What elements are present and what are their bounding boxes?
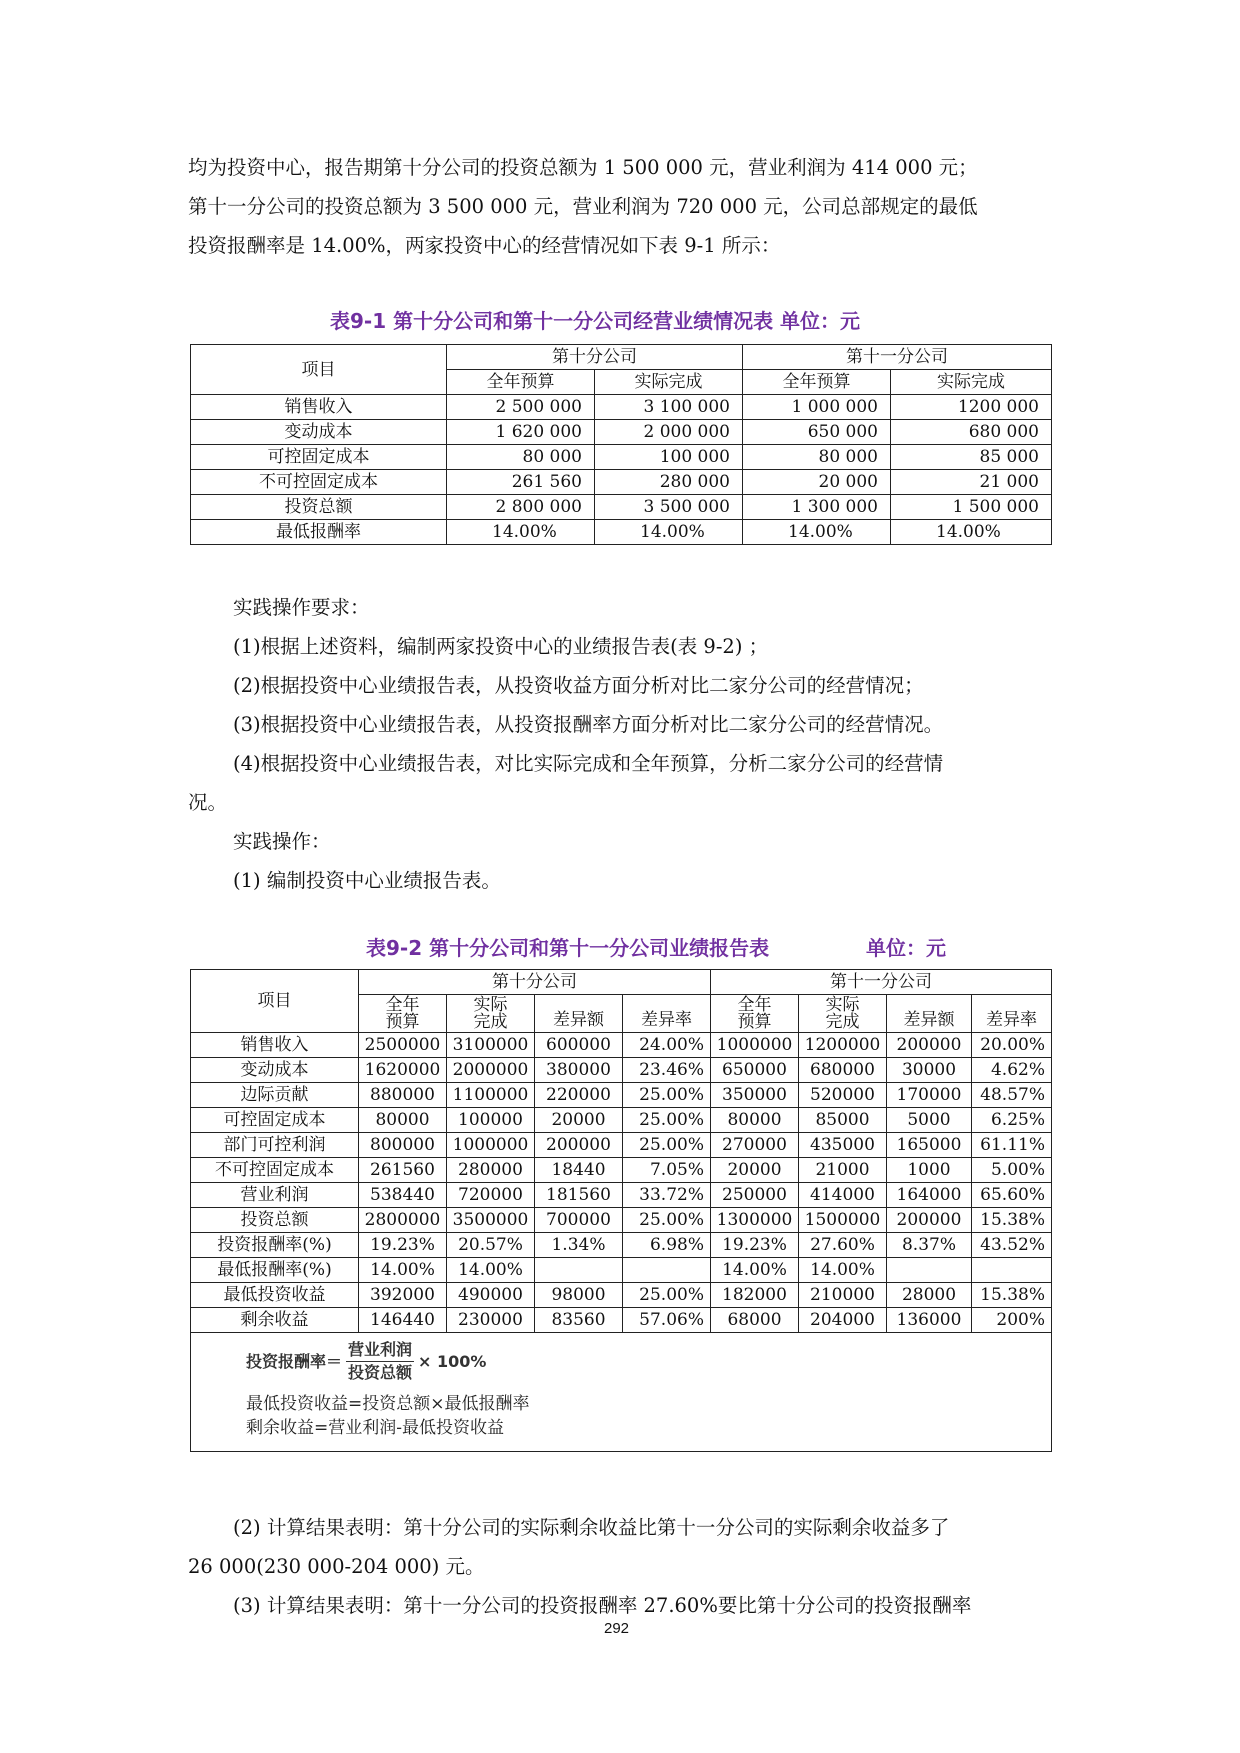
table2-cell: 435000 <box>799 1133 887 1158</box>
table2-item: 不可控固定成本 <box>191 1158 359 1183</box>
table1-cell: 85 000 <box>891 445 1052 470</box>
table2-body <box>191 1033 1052 1333</box>
table2-row <box>191 1158 1052 1183</box>
table2-sub-header: 实际 完成 <box>447 995 535 1033</box>
table2-row <box>191 1258 1052 1283</box>
table1-group-header: 第十分公司 <box>447 345 743 370</box>
table2-cell: 25.00% <box>623 1283 711 1308</box>
table1-row <box>191 445 1052 470</box>
table2-cell: 25.00% <box>623 1083 711 1108</box>
table2-cell: 165000 <box>887 1133 972 1158</box>
table2-cell: 1000000 <box>447 1133 535 1158</box>
table2-cell: 720000 <box>447 1183 535 1208</box>
table2-cell: 68000 <box>711 1308 799 1333</box>
table2-cell: 7.05% <box>623 1158 711 1183</box>
table2-cell <box>535 1258 623 1283</box>
table2-item: 边际贡献 <box>191 1083 359 1108</box>
operation-heading: 实践操作： <box>233 830 331 853</box>
table2-cell: 200000 <box>887 1033 972 1058</box>
table2-cell: 25.00% <box>623 1108 711 1133</box>
table1-item: 可控固定成本 <box>191 445 447 470</box>
table2-sub-header: 全年 预算 <box>359 995 447 1033</box>
table2-item: 剩余收益 <box>191 1308 359 1333</box>
table2-notes <box>191 1333 1052 1452</box>
table1-row <box>191 470 1052 495</box>
table2-cell: 5.00% <box>972 1158 1052 1183</box>
table2-cell: 6.98% <box>623 1233 711 1258</box>
table1-cell: 3 100 000 <box>595 395 743 420</box>
table2-row <box>191 1108 1052 1133</box>
table2-cell: 800000 <box>359 1133 447 1158</box>
table1-sub-header: 实际完成 <box>891 370 1052 395</box>
table1-cell: 1 300 000 <box>743 495 891 520</box>
table2-cell: 2800000 <box>359 1208 447 1233</box>
table2-cell: 204000 <box>799 1308 887 1333</box>
table1-cell: 650 000 <box>743 420 891 445</box>
table1-cell: 3 500 000 <box>595 495 743 520</box>
requirement-item: (4)根据投资中心业绩报告表，对比实际完成和全年预算，分析二家分公司的经营情 <box>233 752 944 775</box>
table2-cell: 490000 <box>447 1283 535 1308</box>
table2-cell: 20.00% <box>972 1033 1052 1058</box>
table2-cell: 43.52% <box>972 1233 1052 1258</box>
table1-item: 变动成本 <box>191 420 447 445</box>
table2-row <box>191 1033 1052 1058</box>
table2-cell: 8.37% <box>887 1233 972 1258</box>
table2-row <box>191 1133 1052 1158</box>
table2-sub-header: 实际 完成 <box>799 995 887 1033</box>
table2-row <box>191 1283 1052 1308</box>
table1-sub-header: 实际完成 <box>595 370 743 395</box>
formula-numerator: 营业利润 <box>346 1341 414 1362</box>
formula-denominator: 投资总额 <box>348 1363 413 1382</box>
table2-cell: 57.06% <box>623 1308 711 1333</box>
operation-item: (1) 编制投资中心业绩报告表。 <box>233 869 501 892</box>
table2-cell: 65.60% <box>972 1183 1052 1208</box>
intro-line-3: 投资报酬率是 14.00%，两家投资中心的经营情况如下表 9-1 所示： <box>188 234 781 257</box>
table1-cell: 280 000 <box>595 470 743 495</box>
table2-cell: 83560 <box>535 1308 623 1333</box>
table2-cell: 250000 <box>711 1183 799 1208</box>
table1-cell: 1 620 000 <box>447 420 595 445</box>
result-line-2: 26 000(230 000-204 000) 元。 <box>188 1555 485 1578</box>
table2-cell: 30000 <box>887 1058 972 1083</box>
table1-row <box>191 520 1052 545</box>
requirement-item: 况。 <box>188 791 228 814</box>
table2-item: 营业利润 <box>191 1183 359 1208</box>
table2-sub-header: 差异率 <box>623 995 711 1033</box>
table2-cell: 280000 <box>447 1158 535 1183</box>
table2-cell: 80000 <box>359 1108 447 1133</box>
table2-cell: 19.23% <box>711 1233 799 1258</box>
table2-group-header: 第十分公司 <box>359 970 711 995</box>
table1-item: 投资总额 <box>191 495 447 520</box>
table1-title: 表9-1 第十分公司和第十一分公司经营业绩情况表 单位：元 <box>330 309 861 333</box>
table2-cell: 25.00% <box>623 1208 711 1233</box>
table1-sub-header: 全年预算 <box>743 370 891 395</box>
table2-title: 表9-2 第十分公司和第十一分公司业绩报告表 <box>366 936 770 960</box>
table2-cell: 650000 <box>711 1058 799 1083</box>
table1-row <box>191 495 1052 520</box>
table2-cell: 1620000 <box>359 1058 447 1083</box>
table2-cell: 200000 <box>535 1133 623 1158</box>
table2-sub-header: 差异额 <box>535 995 623 1033</box>
table2-cell: 700000 <box>535 1208 623 1233</box>
table2-cell: 210000 <box>799 1283 887 1308</box>
table2-cell: 20.57% <box>447 1233 535 1258</box>
table2-cell: 4.62% <box>972 1058 1052 1083</box>
note-line: 最低投资收益=投资总额×最低报酬率 <box>246 1394 530 1414</box>
table1-item: 最低报酬率 <box>191 520 447 545</box>
table2 <box>190 969 1052 1452</box>
table2-unit: 单位：元 <box>866 936 946 960</box>
table2-cell: 21000 <box>799 1158 887 1183</box>
table2-cell: 98000 <box>535 1283 623 1308</box>
table2-row <box>191 1308 1052 1333</box>
table1-cell: 1 000 000 <box>743 395 891 420</box>
table1-cell: 80 000 <box>447 445 595 470</box>
table2-cell: 27.60% <box>799 1233 887 1258</box>
table2-cell: 28000 <box>887 1283 972 1308</box>
table2-group-header: 第十一分公司 <box>711 970 1052 995</box>
table2-cell: 3500000 <box>447 1208 535 1233</box>
table2-cell: 61.11% <box>972 1133 1052 1158</box>
table2-cell: 538440 <box>359 1183 447 1208</box>
table2-cell: 15.38% <box>972 1283 1052 1308</box>
table2-cell: 414000 <box>799 1183 887 1208</box>
table2-item-header: 项目 <box>191 970 359 1033</box>
table2-cell <box>887 1258 972 1283</box>
table2-cell: 146440 <box>359 1308 447 1333</box>
table2-item: 最低报酬率(%) <box>191 1258 359 1283</box>
table2-cell: 2000000 <box>447 1058 535 1083</box>
table2-cell: 164000 <box>887 1183 972 1208</box>
table2-row <box>191 1183 1052 1208</box>
formula-lhs: 投资报酬率＝ <box>246 1351 343 1371</box>
table1-group-header: 第十一分公司 <box>743 345 1052 370</box>
table1-cell: 14.00% <box>891 520 1052 545</box>
table2-cell: 1300000 <box>711 1208 799 1233</box>
table2-row <box>191 1058 1052 1083</box>
table2-item: 部门可控利润 <box>191 1133 359 1158</box>
table2-item: 投资报酬率(%) <box>191 1233 359 1258</box>
table2-cell: 680000 <box>799 1058 887 1083</box>
table2-cell: 392000 <box>359 1283 447 1308</box>
table2-cell: 230000 <box>447 1308 535 1333</box>
table2-item: 变动成本 <box>191 1058 359 1083</box>
table2-cell: 380000 <box>535 1058 623 1083</box>
formula-fraction <box>346 1341 414 1382</box>
table1-item-header: 项目 <box>191 345 447 395</box>
table1-sub-header: 全年预算 <box>447 370 595 395</box>
table2-item: 销售收入 <box>191 1033 359 1058</box>
table2-cell: 261560 <box>359 1158 447 1183</box>
table2-cell: 48.57% <box>972 1083 1052 1108</box>
table2-cell: 3100000 <box>447 1033 535 1058</box>
table1-cell: 1 500 000 <box>891 495 1052 520</box>
table2-cell: 136000 <box>887 1308 972 1333</box>
table2-cell: 1.34% <box>535 1233 623 1258</box>
table2-sub-header: 差异额 <box>887 995 972 1033</box>
table2-cell: 1000 <box>887 1158 972 1183</box>
table2-cell: 181560 <box>535 1183 623 1208</box>
table1-cell: 14.00% <box>595 520 743 545</box>
table2-cell: 24.00% <box>623 1033 711 1058</box>
intro-line-1: 均为投资中心，报告期第十分公司的投资总额为 1 500 000 元，营业利润为 414 000 元； <box>188 156 978 179</box>
table2-row <box>191 1208 1052 1233</box>
table2-cell: 19.23% <box>359 1233 447 1258</box>
table1-cell: 14.00% <box>447 520 595 545</box>
table2-cell: 14.00% <box>447 1258 535 1283</box>
table2-cell: 1100000 <box>447 1083 535 1108</box>
intro-line-2: 第十一分公司的投资总额为 3 500 000 元，营业利润为 720 000 元，公司总部规定的最低 <box>188 195 978 218</box>
table2-cell: 200% <box>972 1308 1052 1333</box>
table1-cell: 261 560 <box>447 470 595 495</box>
table2-cell: 14.00% <box>711 1258 799 1283</box>
table1-item: 不可控固定成本 <box>191 470 447 495</box>
table2-item: 可控固定成本 <box>191 1108 359 1133</box>
table2-cell: 880000 <box>359 1083 447 1108</box>
table2-cell: 5000 <box>887 1108 972 1133</box>
table1-item: 销售收入 <box>191 395 447 420</box>
table1-cell: 20 000 <box>743 470 891 495</box>
table1-cell: 100 000 <box>595 445 743 470</box>
table2-cell: 350000 <box>711 1083 799 1108</box>
requirement-item: (2)根据投资中心业绩报告表，从投资收益方面分析对比二家分公司的经营情况； <box>233 674 924 697</box>
table2-cell: 520000 <box>799 1083 887 1108</box>
table1-cell: 21 000 <box>891 470 1052 495</box>
table2-item: 投资总额 <box>191 1208 359 1233</box>
requirements-heading: 实践操作要求： <box>233 596 370 619</box>
table2-cell: 1200000 <box>799 1033 887 1058</box>
table2-cell: 1000000 <box>711 1033 799 1058</box>
table2-cell: 18440 <box>535 1158 623 1183</box>
table2-cell: 182000 <box>711 1283 799 1308</box>
table2-cell: 80000 <box>711 1108 799 1133</box>
table2-item: 最低投资收益 <box>191 1283 359 1308</box>
table2-cell <box>972 1258 1052 1283</box>
table2-row <box>191 1233 1052 1258</box>
table2-cell: 270000 <box>711 1133 799 1158</box>
table1-row <box>191 395 1052 420</box>
table2-cell: 20000 <box>711 1158 799 1183</box>
table2-cell: 20000 <box>535 1108 623 1133</box>
table1 <box>190 344 1052 545</box>
table1-cell: 80 000 <box>743 445 891 470</box>
table2-row <box>191 1083 1052 1108</box>
table2-sub-header: 差异率 <box>972 995 1052 1033</box>
table2-cell: 1500000 <box>799 1208 887 1233</box>
table2-sub-header: 全年 预算 <box>711 995 799 1033</box>
table2-cell: 14.00% <box>799 1258 887 1283</box>
table1-cell: 14.00% <box>743 520 891 545</box>
table2-cell: 170000 <box>887 1083 972 1108</box>
table2-cell: 6.25% <box>972 1108 1052 1133</box>
table2-cell: 2500000 <box>359 1033 447 1058</box>
table2-cell: 600000 <box>535 1033 623 1058</box>
table2-cell: 85000 <box>799 1108 887 1133</box>
table2-cell: 14.00% <box>359 1258 447 1283</box>
table2-cell: 220000 <box>535 1083 623 1108</box>
table1-cell: 680 000 <box>891 420 1052 445</box>
table1-row <box>191 420 1052 445</box>
table1-cell: 2 000 000 <box>595 420 743 445</box>
formula-rhs: × 100% <box>418 1351 487 1371</box>
table2-cell: 33.72% <box>623 1183 711 1208</box>
table1-cell: 2 500 000 <box>447 395 595 420</box>
requirement-item: (1)根据上述资料，编制两家投资中心的业绩报告表(表 9-2) ； <box>233 635 769 658</box>
table1-cell: 1200 000 <box>891 395 1052 420</box>
table2-cell: 15.38% <box>972 1208 1052 1233</box>
table2-cell: 23.46% <box>623 1058 711 1083</box>
result-line-3: (3) 计算结果表明：第十一分公司的投资报酬率 27.60%要比第十分公司的投资报酬率 <box>233 1594 972 1617</box>
table2-cell <box>623 1258 711 1283</box>
note-line: 剩余收益=营业利润-最低投资收益 <box>246 1418 504 1438</box>
result-line-1: (2) 计算结果表明：第十分公司的实际剩余收益比第十一分公司的实际剩余收益多了 <box>233 1516 950 1539</box>
formula <box>246 1341 1051 1382</box>
table1-cell: 2 800 000 <box>447 495 595 520</box>
table2-cell: 25.00% <box>623 1133 711 1158</box>
table2-cell: 200000 <box>887 1208 972 1233</box>
table2-cell: 100000 <box>447 1108 535 1133</box>
requirement-item: (3)根据投资中心业绩报告表，从投资报酬率方面分析对比二家分公司的经营情况。 <box>233 713 944 736</box>
page-number: 292 <box>604 1620 630 1637</box>
